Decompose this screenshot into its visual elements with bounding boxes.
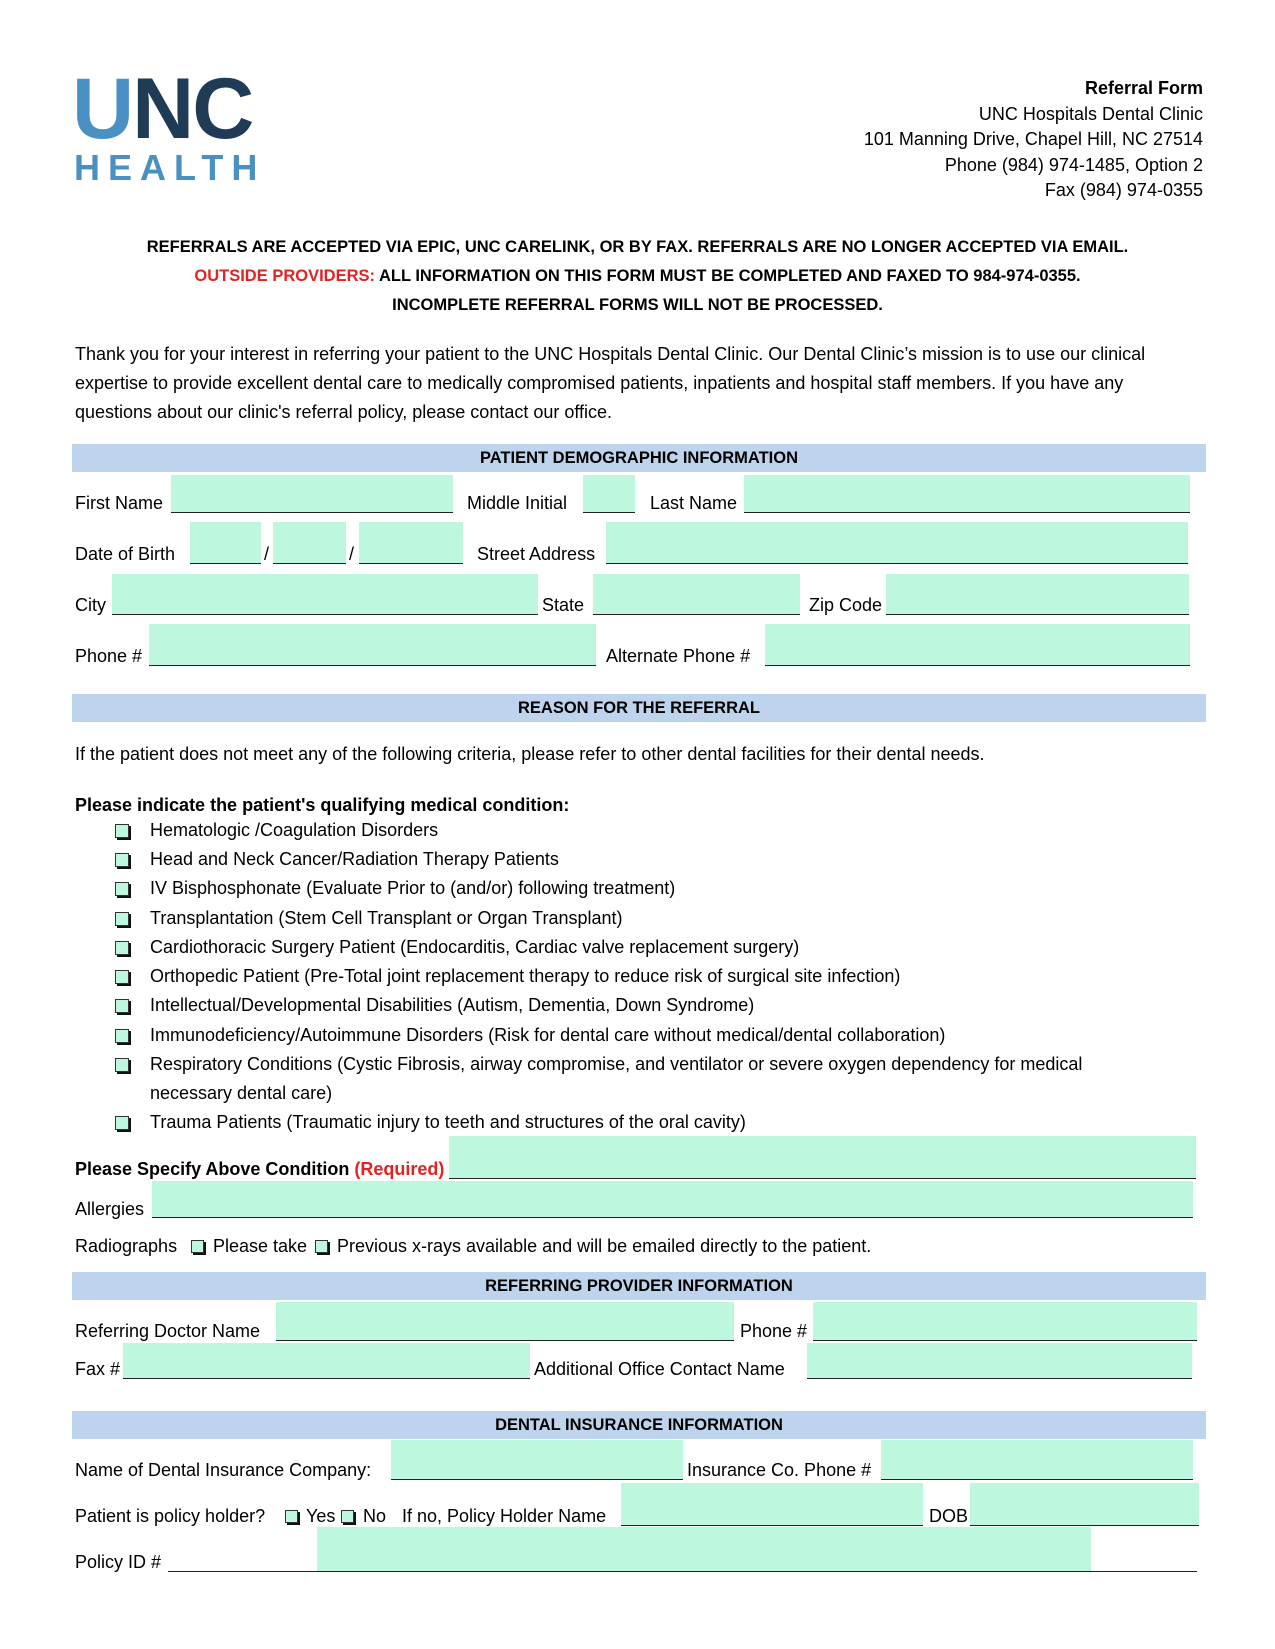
notice-line-1: REFERRALS ARE ACCEPTED VIA EPIC, UNC CARELINK, OR BY FAX. REFERRALS ARE NO LONGER ACCEPTED VIA EMAIL. — [146, 238, 1129, 256]
condition-checkbox[interactable] — [115, 1116, 129, 1130]
provider-fax-field[interactable] — [123, 1343, 530, 1378]
allergies-underline — [152, 1217, 1193, 1218]
street-address-underline — [606, 563, 1188, 564]
please-take-checkbox[interactable] — [191, 1240, 204, 1253]
dob-month-field[interactable] — [190, 522, 261, 563]
condition-label-continued: necessary dental care) — [150, 1083, 333, 1103]
notice-line-2-text: ALL INFORMATION ON THIS FORM MUST BE COMPLETED AND FAXED TO 984-974-0355. — [375, 267, 1081, 285]
previous-xrays-checkbox[interactable] — [315, 1240, 328, 1253]
clinic-address: 101 Manning Drive, Chapel Hill, NC 27514 — [863, 129, 1203, 149]
last-name-field[interactable] — [744, 475, 1190, 512]
last-name-underline — [744, 512, 1190, 513]
dob-label: Date of Birth — [75, 544, 176, 564]
logo-u: U — [72, 61, 133, 157]
allergies-field[interactable] — [152, 1181, 1193, 1217]
alternate-phone-underline — [765, 665, 1190, 666]
city-underline — [112, 614, 538, 615]
policy-holder-question: Patient is policy holder? — [75, 1506, 266, 1526]
policy-holder-name-label: If no, Policy Holder Name — [402, 1506, 607, 1526]
holder-dob-underline — [970, 1525, 1199, 1526]
insurance-phone-underline — [881, 1479, 1193, 1480]
middle-initial-field[interactable] — [583, 475, 635, 512]
form-title: Referral Form — [1084, 78, 1203, 98]
condition-checkbox[interactable] — [115, 912, 129, 926]
alternate-phone-field[interactable] — [765, 624, 1190, 665]
clinic-fax: Fax (984) 974-0355 — [1044, 180, 1203, 200]
condition-checkbox[interactable] — [115, 853, 129, 867]
required-label: (Required) — [354, 1159, 445, 1179]
last-name-label: Last Name — [650, 493, 738, 513]
specify-condition-underline — [449, 1178, 1196, 1179]
condition-label: IV Bisphosphonate (Evaluate Prior to (and/or) following treatment) — [150, 878, 676, 898]
provider-fax-underline — [123, 1378, 530, 1379]
dob-year-underline — [359, 563, 463, 564]
zip-code-field[interactable] — [886, 574, 1189, 614]
insurance-phone-label: Insurance Co. Phone # — [687, 1460, 872, 1480]
state-label: State — [542, 595, 585, 615]
condition-checkbox[interactable] — [115, 941, 129, 955]
specify-condition-text: Please Specify Above Condition — [75, 1159, 350, 1179]
provider-phone-underline — [813, 1340, 1197, 1341]
office-contact-underline — [807, 1378, 1192, 1379]
insurance-company-field[interactable] — [391, 1440, 683, 1479]
dob-day-field[interactable] — [273, 522, 346, 563]
dob-year-field[interactable] — [359, 522, 463, 563]
street-address-label: Street Address — [477, 544, 596, 564]
section-heading-insurance: DENTAL INSURANCE INFORMATION — [72, 1411, 1206, 1439]
middle-initial-label: Middle Initial — [467, 493, 568, 513]
first-name-underline — [171, 512, 453, 513]
condition-checkbox[interactable] — [115, 882, 129, 896]
intro-paragraph: Thank you for your interest in referring your patient to the UNC Hospitals Dental Clinic. Our Dental Clinic’s mission is to use our clinical expertise to provide excellent dental care to medically compromised patients, inpatients and hospital staff members. If you have any questions about our clinic's referral policy, please contact our office. — [75, 344, 1146, 422]
outside-providers-label: OUTSIDE PROVIDERS: — [194, 267, 375, 285]
first-name-label: First Name — [75, 493, 164, 513]
alternate-phone-label: Alternate Phone # — [606, 646, 751, 666]
condition-label: Cardiothoracic Surgery Patient (Endocarditis, Cardiac valve replacement surgery) — [150, 937, 800, 957]
middle-initial-underline — [583, 512, 635, 513]
phone-label: Phone # — [75, 646, 143, 666]
holder-dob-field[interactable] — [970, 1483, 1199, 1525]
section-heading-reason: REASON FOR THE REFERRAL — [72, 694, 1206, 722]
insurance-company-label: Name of Dental Insurance Company: — [75, 1460, 372, 1480]
condition-checkbox[interactable] — [115, 999, 129, 1013]
provider-phone-field[interactable] — [813, 1302, 1197, 1340]
logo-nc: NC — [132, 61, 253, 157]
first-name-field[interactable] — [171, 475, 453, 512]
condition-label: Head and Neck Cancer/Radiation Therapy Patients — [150, 849, 559, 869]
dob-slash-1: / — [264, 544, 270, 564]
policy-id-underline — [168, 1571, 1197, 1572]
zip-code-label: Zip Code — [809, 595, 883, 615]
condition-label: Transplantation (Stem Cell Transplant or Organ Transplant) — [150, 908, 623, 928]
logo-health: HEALTH — [74, 147, 266, 188]
condition-label: Intellectual/Developmental Disabilities (Autism, Dementia, Down Syndrome) — [150, 995, 755, 1015]
radiographs-label: Radiographs — [75, 1236, 178, 1256]
allergies-label: Allergies — [75, 1199, 145, 1219]
notice-line-3: INCOMPLETE REFERRAL FORMS WILL NOT BE PROCESSED. — [392, 296, 883, 314]
policy-id-label: Policy ID # — [75, 1552, 162, 1572]
condition-label: Hematologic /Coagulation Disorders — [150, 820, 439, 840]
policy-holder-no-label: No — [363, 1506, 387, 1526]
city-label: City — [75, 595, 106, 615]
office-contact-label: Additional Office Contact Name — [534, 1359, 785, 1379]
street-address-field[interactable] — [606, 522, 1188, 563]
condition-checkbox[interactable] — [115, 1029, 129, 1043]
state-field[interactable] — [593, 574, 800, 614]
policy-holder-name-underline — [621, 1525, 923, 1526]
section-heading-provider: REFERRING PROVIDER INFORMATION — [72, 1272, 1206, 1300]
clinic-header — [864, 76, 1203, 204]
condition-prompt: Please indicate the patient's qualifying medical condition: — [75, 795, 570, 815]
phone-underline — [149, 665, 596, 666]
policy-holder-yes-label: Yes — [306, 1506, 336, 1526]
specify-condition-field[interactable] — [449, 1136, 1196, 1178]
specify-condition-label — [75, 1158, 444, 1180]
condition-label: Respiratory Conditions (Cystic Fibrosis, airway compromise, and ventilator or severe oxygen dependency for medical — [150, 1054, 1083, 1074]
policy-holder-no-checkbox[interactable] — [341, 1510, 354, 1523]
state-underline — [593, 614, 800, 615]
policy-holder-name-field[interactable] — [621, 1483, 923, 1525]
condition-label: Trauma Patients (Traumatic injury to teeth and structures of the oral cavity) — [150, 1112, 746, 1132]
clinic-phone: Phone (984) 974-1485, Option 2 — [944, 154, 1203, 175]
previous-xrays-label: Previous x-rays available and will be emailed directly to the patient. — [337, 1236, 872, 1256]
insurance-phone-field[interactable] — [881, 1440, 1193, 1479]
phone-field[interactable] — [149, 624, 596, 665]
condition-checkbox[interactable] — [115, 1058, 129, 1072]
referring-doctor-field[interactable] — [276, 1302, 734, 1340]
city-field[interactable] — [112, 574, 538, 614]
provider-phone-label: Phone # — [740, 1321, 808, 1341]
policy-id-field[interactable] — [317, 1527, 1091, 1571]
clinic-name: UNC Hospitals Dental Clinic — [978, 103, 1203, 124]
condition-label: Immunodeficiency/Autoimmune Disorders (Risk for dental care without medical/dental collaboration) — [150, 1025, 946, 1045]
dob-day-underline — [273, 563, 346, 564]
section-heading-demographics: PATIENT DEMOGRAPHIC INFORMATION — [72, 444, 1206, 472]
please-take-label: Please take — [213, 1236, 308, 1256]
condition-label: Orthopedic Patient (Pre-Total joint replacement therapy to reduce risk of surgical site infection) — [150, 966, 901, 986]
criteria-note: If the patient does not meet any of the following criteria, please refer to other dental facilities for their dental needs. — [75, 744, 985, 764]
dob-month-underline — [190, 563, 261, 564]
office-contact-field[interactable] — [807, 1343, 1192, 1378]
notice-line-2 — [0, 262, 1275, 291]
holder-dob-label: DOB — [929, 1506, 969, 1526]
referring-doctor-underline — [276, 1340, 734, 1341]
policy-holder-yes-checkbox[interactable] — [285, 1510, 298, 1523]
provider-fax-label: Fax # — [75, 1359, 121, 1379]
condition-checkbox[interactable] — [115, 824, 129, 838]
zip-code-underline — [886, 614, 1189, 615]
dob-slash-2: / — [349, 544, 355, 564]
referring-doctor-label: Referring Doctor Name — [75, 1321, 261, 1341]
condition-checkbox[interactable] — [115, 970, 129, 984]
logo-unc — [72, 61, 253, 157]
insurance-company-underline — [391, 1479, 683, 1480]
